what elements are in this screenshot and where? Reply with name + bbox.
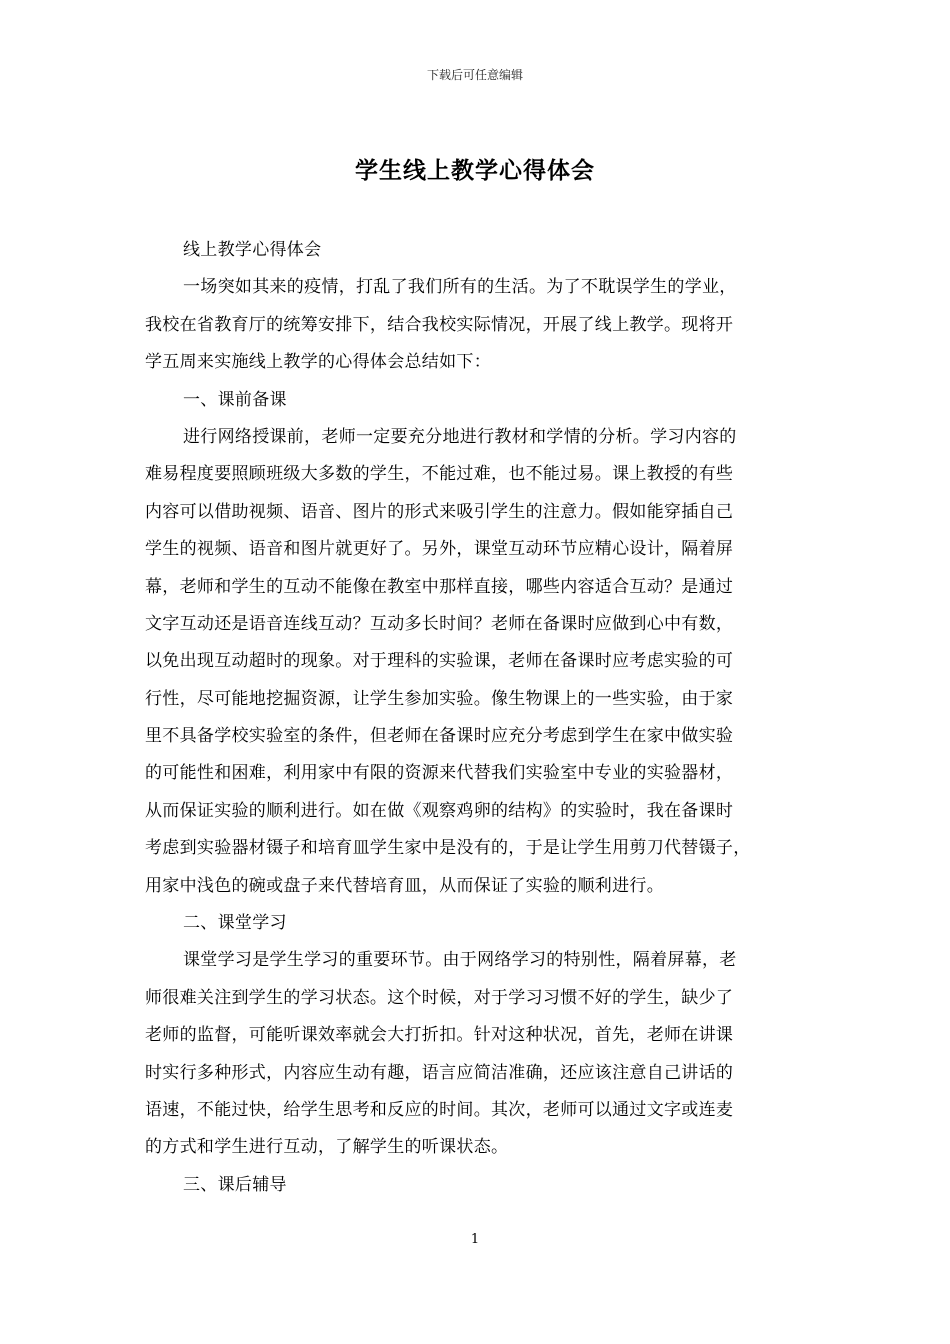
text-line: 一、课前备课: [183, 389, 287, 410]
text-line: 内容可以借助视频、语音、图片的形式来吸引学生的注意力。假如能穿插自己: [145, 501, 734, 522]
text-line: 学五周来实施线上教学的心得体会总结如下：: [145, 352, 491, 373]
text-line: 语速，不能过快，给学生思考和反应的时间。其次，老师可以通过文字或连麦: [145, 1099, 734, 1120]
text-line: 老师的监督，可能听课效率就会大打折扣。针对这种状况，首先，老师在讲课: [145, 1025, 734, 1046]
text-line: 一场突如其来的疫情，打乱了我们所有的生活。为了不耽误学生的学业，: [183, 277, 737, 298]
text-line: 学生的视频、语音和图片就更好了。另外，课堂互动环节应精心设计，隔着屏: [145, 539, 734, 560]
text-line: 难易程度要照顾班级大多数的学生，不能过难，也不能过易。课上教授的有些: [145, 464, 734, 485]
text-line: 考虑到实验器材镊子和培育皿学生家中是没有的，于是让学生用剪刀代替镊子，: [145, 838, 751, 859]
text-line: 师很难关注到学生的学习状态。这个时候，对于学习习惯不好的学生，缺少了: [145, 987, 734, 1008]
page-number: 1: [470, 1232, 480, 1247]
text-line: 用家中浅色的碗或盘子来代替培育皿，从而保证了实验的顺利进行。: [145, 875, 664, 896]
text-line: 的方式和学生进行互动，了解学生的听课状态。: [145, 1137, 509, 1158]
document-body: [145, 232, 821, 1204]
text-line: 线上教学心得体会: [183, 240, 322, 260]
text-line: 从而保证实验的顺利进行。如在做《观察鸡卵的结构》的实验时，我在备课时: [145, 800, 734, 821]
text-line: 时实行多种形式，内容应生动有趣，语言应简洁准确，还应该注意自己讲话的: [145, 1062, 734, 1083]
text-line: 进行网络授课前，老师一定要充分地进行教材和学情的分析。学习内容的: [183, 426, 737, 447]
text-line: 我校在省教育厅的统筹安排下，结合我校实际情况，开展了线上教学。现将开: [145, 314, 734, 335]
header-note: 下载后可任意编辑: [426, 68, 523, 82]
text-line: 的可能性和困难，利用家中有限的资源来代替我们实验室中专业的实验器材，: [145, 763, 734, 784]
text-line: 课堂学习是学生学习的重要环节。由于网络学习的特别性，隔着屏幕，老: [183, 950, 737, 971]
text-line: 行性，尽可能地挖掘资源，让学生参加实验。像生物课上的一些实验，由于家: [145, 688, 734, 709]
text-line: 二、课堂学习: [183, 913, 287, 934]
text-line: 幕，老师和学生的互动不能像在教室中那样直接，哪些内容适合互动？是通过: [145, 576, 734, 597]
text-line: 里不具备学校实验室的条件，但老师在备课时应充分考虑到学生在家中做实验: [145, 726, 734, 747]
text-line: 三、课后辅导: [183, 1174, 287, 1195]
document-title: 学生线上教学心得体会: [355, 157, 595, 184]
text-line: 以免出现互动超时的现象。对于理科的实验课，老师在备课时应考虑实验的可: [145, 651, 734, 672]
text-line: 文字互动还是语音连线互动？互动多长时间？老师在备课时应做到心中有数，: [145, 613, 734, 634]
